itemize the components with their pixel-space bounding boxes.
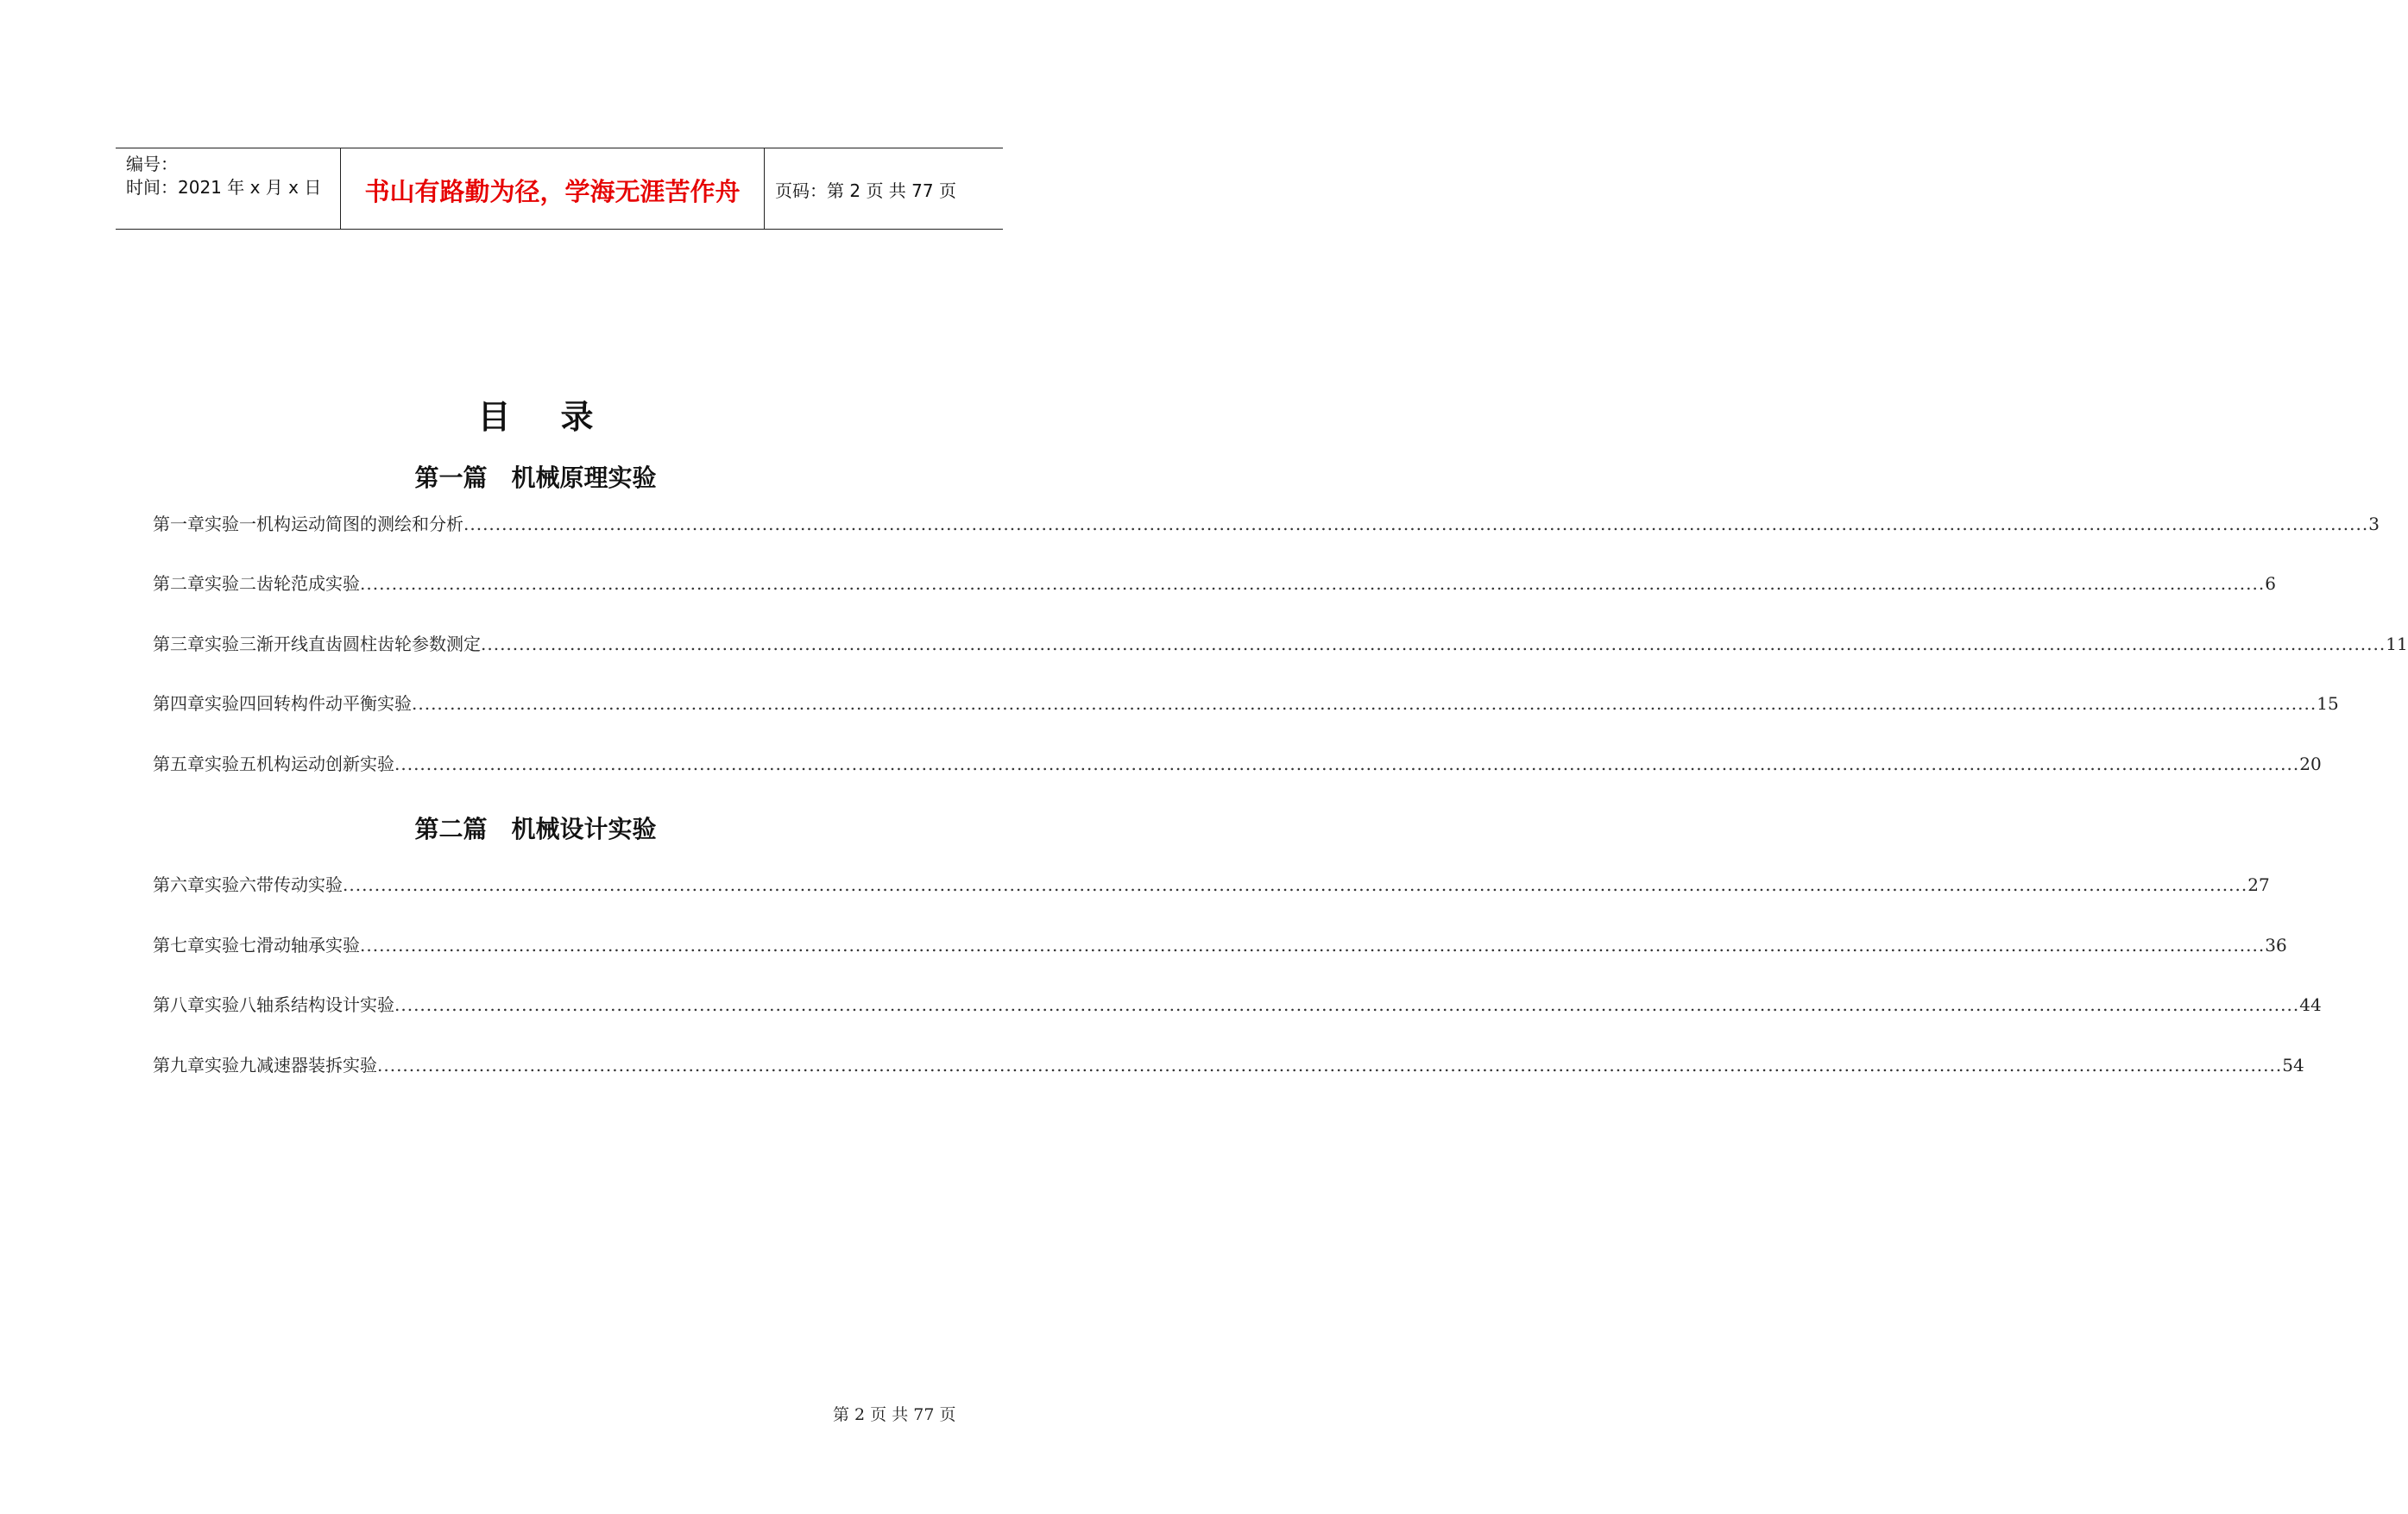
entry-title: 齿轮范成实验 [256, 573, 360, 594]
entry-title: 带传动实验 [256, 874, 343, 895]
page-footer: 第 2 页 共 77 页 [833, 1405, 956, 1424]
entry-page: 11 [2386, 634, 2408, 654]
leader-dots: ............................................................................................................................................................................................................................................................................................................ [481, 634, 2386, 654]
leader-dots: ............................................................................................................................................................................................................................................................................................................ [360, 935, 2266, 956]
time-label: 时间：2021 年 x 月 x 日 [126, 177, 322, 198]
entry-page: 20 [2299, 754, 2322, 774]
entry-experiment: 实验五 [205, 754, 256, 774]
entry-chapter: 第二章 [153, 573, 205, 594]
entry-page: 6 [2265, 573, 2276, 594]
document-header [116, 148, 1003, 230]
entry-page: 44 [2299, 994, 2322, 1015]
entry-experiment: 实验七 [205, 935, 256, 956]
entry-chapter: 第五章 [153, 754, 205, 774]
number-label: 编号： [126, 154, 178, 174]
entry-page: 27 [2247, 874, 2270, 895]
leader-dots: ............................................................................................................................................................................................................................................................................................................ [394, 754, 2300, 774]
entry-experiment: 实验九 [205, 1055, 256, 1076]
header-motto-cell [340, 148, 765, 229]
toc-entry[interactable] [153, 750, 2322, 776]
entry-experiment: 实验一 [205, 514, 256, 534]
entry-title: 滑动轴承实验 [256, 935, 360, 956]
entry-chapter: 第八章 [153, 994, 205, 1015]
toc-entry[interactable] [153, 690, 2339, 716]
entry-experiment: 实验二 [205, 573, 256, 594]
header-page-cell [764, 148, 1003, 229]
part2-title: 第二篇 机械设计实验 [414, 815, 657, 843]
entry-chapter: 第一章 [153, 514, 205, 534]
toc-title: 目录 [477, 398, 644, 436]
entry-experiment: 实验三 [205, 634, 256, 654]
motto: 书山有路勤为径，学海无涯苦作舟 [364, 177, 741, 206]
entry-title: 机构运动创新实验 [256, 754, 394, 774]
toc-entry[interactable] [153, 570, 2276, 596]
entry-page: 54 [2282, 1055, 2304, 1076]
leader-dots: ............................................................................................................................................................................................................................................................................................................ [463, 514, 2369, 534]
entry-page: 3 [2368, 514, 2380, 534]
toc-entry[interactable] [153, 510, 2380, 536]
toc-entry[interactable] [153, 630, 2408, 656]
entry-page: 36 [2265, 935, 2287, 956]
page-info: 页码：第 2 页 共 77 页 [775, 180, 956, 201]
entry-chapter: 第九章 [153, 1055, 205, 1076]
entry-title: 轴系结构设计实验 [256, 994, 394, 1015]
entry-title: 回转构件动平衡实验 [256, 693, 412, 714]
toc-entry[interactable] [153, 991, 2322, 1017]
entry-title: 机构运动简图的测绘和分析 [256, 514, 463, 534]
leader-dots: ............................................................................................................................................................................................................................................................................................................ [377, 1055, 2283, 1076]
entry-chapter: 第六章 [153, 874, 205, 895]
toc-entry[interactable] [153, 871, 2270, 897]
entry-chapter: 第四章 [153, 693, 205, 714]
part1-title: 第一篇 机械原理实验 [414, 464, 657, 492]
entry-chapter: 第三章 [153, 634, 205, 654]
entry-title: 渐开线直齿圆柱齿轮参数测定 [256, 634, 481, 654]
entry-experiment: 实验四 [205, 693, 256, 714]
toc-entry[interactable] [153, 1051, 2304, 1077]
leader-dots: ............................................................................................................................................................................................................................................................................................................ [343, 874, 2248, 895]
entry-experiment: 实验六 [205, 874, 256, 895]
entry-experiment: 实验八 [205, 994, 256, 1015]
header-meta-cell [116, 148, 340, 229]
leader-dots: ............................................................................................................................................................................................................................................................................................................ [360, 573, 2266, 594]
leader-dots: ............................................................................................................................................................................................................................................................................................................ [394, 994, 2300, 1015]
entry-title: 减速器装拆实验 [256, 1055, 377, 1076]
entry-page: 15 [2317, 693, 2339, 714]
toc-entry[interactable] [153, 931, 2287, 957]
entry-chapter: 第七章 [153, 935, 205, 956]
leader-dots: ............................................................................................................................................................................................................................................................................................................ [412, 693, 2317, 714]
